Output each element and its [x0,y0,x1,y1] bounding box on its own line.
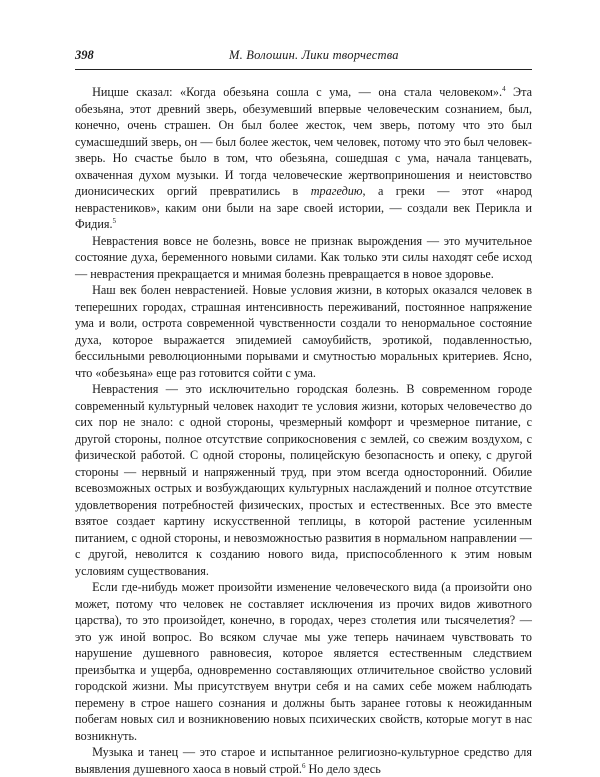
running-title: М. Волошин. Лики творчества [229,48,399,62]
paragraph: Наш век болен неврастенией. Новые условия жизни, в которых оказался человек в теперешних городах, страшная интенсивность переживаний, постоянное напряжение ума и воли, острота современной чувственности создали то ненормальное состояние духа, которое выражается эпидемией самоубийств, эротикой, подавленностью, бессильными революционными порывами и смутностью моральных критериев. Ясно, что «обезьяна» еще раз готовится сойти с ума. [75,283,532,380]
paragraph: Неврастения вовсе не болезнь, вовсе не признак вырождения — это мучительное состояние духа, беременного новыми силами. Как только эти силы находят себе исход — неврастения прекращается и мнимая болезнь превращается в новое здоровье. [75,233,532,281]
footnote-marker[interactable]: 5 [112,217,117,225]
header-rule [75,69,532,70]
paragraph: Неврастения — это исключительно городская болезнь. В современном городе современный культурный человек находит те условия жизни, которых человечество до сих пор не знало: с одной стороны, чрезмерный комфорт и чрезмерное питание, с другой стороны, полное отсутствие соприкосновения с землей, со свежим воздухом, с физической работой. С одной стороны, полицейскую безопасность и опеку, с другой стороны — нервный и напряженный труд, при этом всегда односторонний. Обилие всевозможных острых и возбуждающих культурных наслаждений и полное отсутствие удовлетворения потребностей физических, простых и естественных. Все это вместе взятое создает картину искусственной теплицы, в которой растение усиленным питанием, с одной стороны, и невозможностью развития в нормальном направлении — с другой, неволится к созданию нового вида, приспособленного к этим новым условиям существования. [75,382,532,578]
italic-term: трагедию [310,184,363,198]
paragraph: Ницше сказал: «Когда обезьяна сошла с ума, — она стала человеком».$^4$ Эта обезьяна, этот древний зверь, обезумевший впервые человеческим сознанием, был, конечно, очень страшен. Он был более жесток, чем зверь, потому что это был сумасшедший зверь, он — был более жесток, чем человек, потому что это был человек-зверь. Но счастье было в том, что обезьяна, сошедшая с ума, начала танцевать, охваченная духом музыки. И тогда человеческие жертвоприношения и неистовство дионисических оргий превратились в трагедию, а греки — этот «народ неврастеников», каким они были на заре своей истории, — создали век Перикла и Фидия.$^5$ [75,85,532,231]
page-header [75,48,532,66]
page-number: 398 [75,48,94,62]
footnote-marker[interactable]: 6 [301,761,306,770]
book-page [75,48,532,777]
paragraph: Если где-нибудь может произойти изменение человеческого вида (а произойти оно может, потому что человек не составляет исключения из прочих видов животного царства), то это произойдет, конечно, в городах, через столетия или тысячелетия? — это уж иной вопрос. Во всяком случае мы уже теперь начинаем чувствовать то нарушение душевного равновесия, которое является естественным следствием преизбытка и ущерба, одновременно составляющих отличительное свойство условий городской жизни. Мы присутствуем внутри себя и на самих себе можем наблюдать перемену в строе нашего сознания и должны быть заранее готовы к неожиданным побегам новых сил и возникновению новых психических свойств, которые могут в нас возникнуть. [75,580,532,743]
body-text [75,84,532,777]
paragraph: Музыка и танец — это старое и испытанное религиозно-культурное средство для выявления душевного хаоса в новый строй.$^6$ Но дело здесь [75,745,532,776]
footnote-marker[interactable]: 4 [502,85,506,93]
